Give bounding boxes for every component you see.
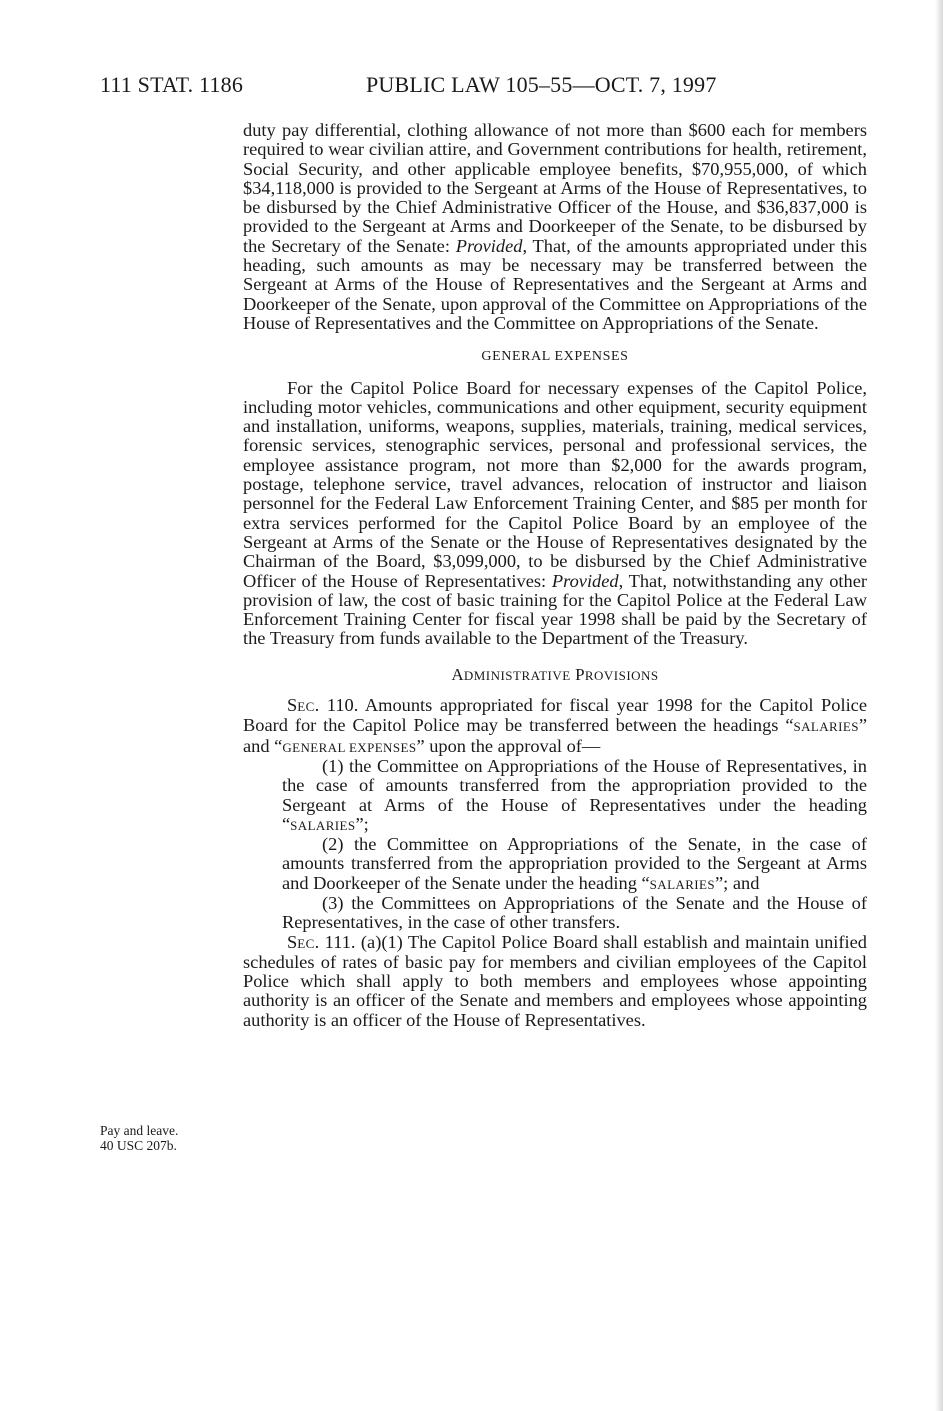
stat-citation: 111 STAT. 1186 <box>100 72 244 97</box>
salaries-smallcaps: SALARIES <box>793 719 859 735</box>
section-110-item-1 <box>282 757 867 835</box>
margin-note <box>100 1123 220 1153</box>
public-law-title: PUBLIC LAW 105–55—OCT. 7, 1997 <box>366 72 717 97</box>
text-run: ” and “ <box>243 715 867 756</box>
text-run: For the Capitol Police Board for necessary expenses of the Capitol Police, including motor vehicles, communications and other equipment, security equipment and installation, uniforms, weapons, supplies, materials, training, medical services, forensic services, stenographic services, personal and professional services, the employee assistance program, not more than $2,000 for the awards program, postage, telephone service, travel advances, relocation of instructor and liaison personnel for the Federal Law Enforcement Training Center, and $85 per month for extra services performed for the Capitol Police Board by an employee of the Sergeant at Arms of the Senate or the House of Representatives designated by the Chairman of the Board, $3,099,000, to be disbursed by the Chief Administrative Officer of the House of Representatives: <box>243 377 867 591</box>
text-run: , That, of the amounts appropriated under this heading, such amounts as may be necessary may be transferred between the Sergeant at Arms of the House of Representatives and the Sergeant at Arms and Doorkeeper of the Senate, upon approval of the Committee on Appropriations of the House of Representatives and the Committee on Appropriations of the Senate. <box>243 235 867 333</box>
text-run: ” upon the approval of— <box>416 735 601 756</box>
heading-administrative-provisions <box>243 665 867 685</box>
text-run: duty pay differential, clothing allowance of not more than $600 each for members required to wear civilian attire, and Government contributions for health, retirement, Social Security, and other applicable employee benefits, $70,955,000, of which $34,118,000 is provided to the Sergeant at Arms of the House of Representatives, to be disbursed by the Chief Administrative Officer of the House, and $36,837,000 is provided to the Sergeant at Arms and Doorkeeper of the Senate, to be disbursed by the Secretary of the Senate: <box>243 120 867 256</box>
provided-italic: Provided <box>551 570 619 591</box>
margin-note-line: 40 USC 207b. <box>100 1138 177 1153</box>
sec-cap: S <box>287 931 298 952</box>
page-edge-shadow <box>935 0 943 1411</box>
heading-smallcaps: DMINISTRATIVE <box>463 667 571 683</box>
sec-smallcaps: EC <box>297 935 315 951</box>
paragraph-salaries-continued <box>243 121 867 333</box>
section-111 <box>243 933 867 1030</box>
section-110-item-2 <box>282 835 867 894</box>
heading-general-expenses: GENERAL EXPENSES <box>481 349 629 365</box>
salaries-smallcaps: SALARIES <box>290 817 356 833</box>
text-run: (1) the Committee on Appropriations of the House of Representatives, in the case of amounts transferred from the appropriation provided to the Sergeant at Arms of the House of Representatives under the heading “ <box>282 755 867 834</box>
text-run: . 111. (a)(1) The Capitol Police Board shall establish and maintain unified schedules of rates of basic pay for members and civilian employees of the Capitol Police which shall apply to both members and employees whose appointing authority is an officer of the Senate and members and employees whose appointing authority is an officer of the House of Representatives. <box>243 931 867 1030</box>
sec-cap: S <box>287 695 298 716</box>
body-text <box>243 121 867 1030</box>
text-run: ”; and <box>715 872 760 893</box>
text-run: , That, notwithstanding any other provision of law, the cost of basic training for the Capitol Police at the Federal Law Enforcement Training Center for fiscal year 1998 shall be paid by the Secretary of the Treasury from funds available to the Department of the Treasury. <box>243 570 868 649</box>
salaries-smallcaps: SALARIES <box>649 876 715 892</box>
provided-italic: Provided <box>455 235 523 256</box>
heading-cap: A <box>451 664 464 684</box>
section-110-item-3: (3) the Committees on Appropriations of the Senate and the House of Representatives, in the case of other transfers. <box>282 892 867 933</box>
text-run: . 110. Amounts appropriated for fiscal year 1998 for the Capitol Police Board for the Capitol Police may be transferred between the headings “ <box>243 695 867 736</box>
sec-smallcaps: EC <box>297 699 315 715</box>
heading-smallcaps: ROVISIONS <box>584 667 659 683</box>
page-header <box>100 72 750 102</box>
section-110 <box>243 696 867 757</box>
heading-cap: P <box>575 664 585 684</box>
text-run: (2) the Committee on Appropriations of the Senate, in the case of amounts transferred from the appropriation provided to the Sergeant at Arms and Doorkeeper of the Senate under the heading “ <box>282 834 867 893</box>
text-run: ”; <box>355 813 369 834</box>
general-expenses-smallcaps: GENERAL EXPENSES <box>282 739 417 755</box>
paragraph-general-expenses <box>243 379 867 649</box>
margin-note-line: Pay and leave. <box>100 1123 179 1138</box>
